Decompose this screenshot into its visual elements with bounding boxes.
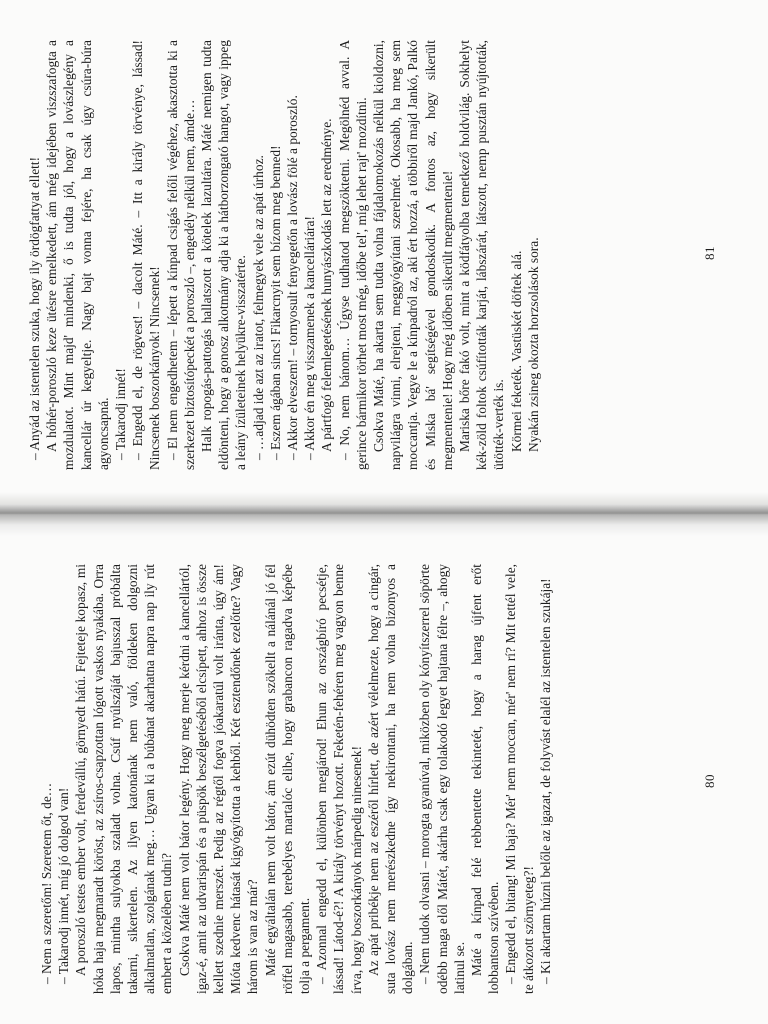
- paragraph: A pártfogó felemlegetésének hunyászkodás lett az eredménye.: [319, 118, 335, 452]
- paragraph: Halk ropogás-pattogás hallatszott a kötelek lazultára. Máté nemigen tudta eldönteni, hogy a gonosz alkotmány adja ki a hátborzongató hangot, vagy ippeg a leány ízületeinek helyükre-visszatérte.: [199, 40, 249, 470]
- paragraph: Csokva Máté nem volt bátor legény. Hogy meg merje kérdni a kancellártól, igaz-é, amit az udvarispán és a püspök beszélgetéséből elcsípett, ahhoz is össze kellett szednie merszét. Pedig az régtől fogva jóakaratúl volt iránta, úgy ám! Mióta kedvenc hátasát kigyógyította a kehből. Két esztendőnek ezelőtte? Vagy három is van az már?: [176, 564, 261, 994]
- paragraph: Mariska bőre fakó volt, mint a ködfátyolba temetkező holdvilág. Sokhelyt kék-zöld foltok csúfították karját, lábszárát, látszott, nemp pusztán nyújtották, ütötték-verték is.: [457, 40, 507, 470]
- right-page-number: 81: [702, 246, 717, 260]
- paragraph: – Engedd el, de rögvest! – dacolt Máté. – Itt a király törvénye, lássad! Nincsenek boszorkányok! Nincsenek!: [130, 40, 163, 470]
- paragraph: – Takarodj innét, míg jó dolgod van!: [56, 787, 72, 984]
- paragraph: – Akkor elveszem! – tornyosult fenyegetőn a lovász fölé a poroszló.: [285, 95, 301, 460]
- paragraph: – Nem tudok olvasni – morogta gyanúval, miközben oly kónyítszerrel söpörte odébb maga elől Mátét, akárha csak egy tolakodó legyet hajtana félre –, ahogy latinul se.: [417, 564, 467, 994]
- right-page-text: [26, 40, 542, 470]
- paragraph: – Akkor én meg visszamenek a kancelláriára!: [302, 216, 318, 460]
- paragraph: – Nem a szeretőm! Szeretem őt, de…: [39, 782, 54, 984]
- left-page-text: [38, 564, 554, 994]
- paragraph: – Ki akartam húzni belőle az igazat, de folyvást elalél az istentelen szukája!: [537, 578, 553, 984]
- right-page: [0, 0, 768, 506]
- paragraph: Máté a kínpad felé rebbentette tekintetét, hogy a harag újfent erőt lobbantson szívében.: [469, 564, 502, 994]
- left-page: [0, 524, 768, 1024]
- paragraph: Máté egyáltalán nem volt bátor, ám ezút dühödten szökellt a nálánál jó fél röffel magasabb, terebélyes martalóc elibe, hogy grabancon ragadva képébe tolja a pergament.: [262, 564, 313, 994]
- paragraph: Csokva Máté, ha akarta sem tudta volna fájdalomokozás nélkül kioldozni, napvilágra vinni, elrejteni, meggyógyítani szerelmét. Okosabb, ha meg sem moccantja. Vegye le a kínpadról az, aki ért hozzá, a többiről majd Jankó, Palkó és Miska bá' segítségével gondoskodik. A fontos az, hogy sikerült megmentenie! Hogy még időben sikerült megmentenie!: [371, 40, 455, 470]
- paragraph: – El nem engedhetem – lépett a kínpad csigás felőli végéhez, akasztotta ki a szerkezet biztosítópeckét a poroszló –, engedély nélkül nem, ámde…: [164, 40, 197, 470]
- paragraph: Az apát pribékje nem az eszéről hírlett, de azért vélelmezte, hogy a cingár, suta lovász nem merészkedne így nekirontani, ha nem volna bizonyos a dolgában.: [365, 564, 416, 994]
- left-page-number: 80: [702, 774, 717, 788]
- paragraph: – No, nem bánom… Úgyse tudhatod megszöktetni. Megölnéd avval. A gerince bármikor törhet most még, időbe tel', míg lehet rajt' mozdítni.: [336, 40, 369, 470]
- paragraph: – Azonnal engedd el, különben megjárod! Ehun az országbíró pecsétje, lássad! Látod-é?! A király törvényt hozott. Feketén-fehéren meg vagyon benne írva, hogy boszorkányok márpedig ninesenek!: [314, 564, 364, 994]
- paragraph: – Engedd el, bitang! Mi baja? Mér' nem moccan, mér' nem rí? Mit tettél vele, te átkozott szörnyeteg?!: [503, 564, 536, 994]
- paragraph: – Anyád az istentelen szuka, hogy ily ördögfattyat ellett!: [27, 156, 42, 460]
- paragraph: – …adjad ide azt az iratot, felmegyek vele az apát úrhoz.: [250, 155, 266, 460]
- paragraph: – Takarodj innét!: [113, 368, 129, 460]
- paragraph: Körmei feketék. Vastüskét döftek alá.: [508, 250, 524, 452]
- paragraph: Nyakán zsineg okozta horzsolások sora.: [525, 237, 541, 452]
- paragraph: A poroszló testes ember volt, ferdevállú, görnyedt hátú. Fejteteje kopasz, mi hóka haja megmaradt köröst, az zsíros-csapzottan lógott vaskos nyakába. Orra lapos, mintha sulyokba szaladt volna. Csúf nyúlszáját bajusszal próbálta takarni, sikertelen. Az ilyen katonának nem való, földeken dolgozni alkalmatlan, szolgának meg… Ugyan ki a búbánat akarhatna napra nap ily rút embert a közelében tudni?: [73, 564, 175, 994]
- paragraph: A hóhér-poroszló keze ütésre emelkedett, ám még idejében viszszafogta a mozdulatot. Mint majd' mindenki, ő is tudta jól, hogy a lovászlegény a kancellár úr kegyeltje. Nagy bajt vonna fejére, ha csak úgy csúra-búra agyoncsapná.: [44, 40, 111, 470]
- paragraph: – Eszem ágában sincs! Fikarcnyit sem bízom meg benned!: [267, 145, 283, 460]
